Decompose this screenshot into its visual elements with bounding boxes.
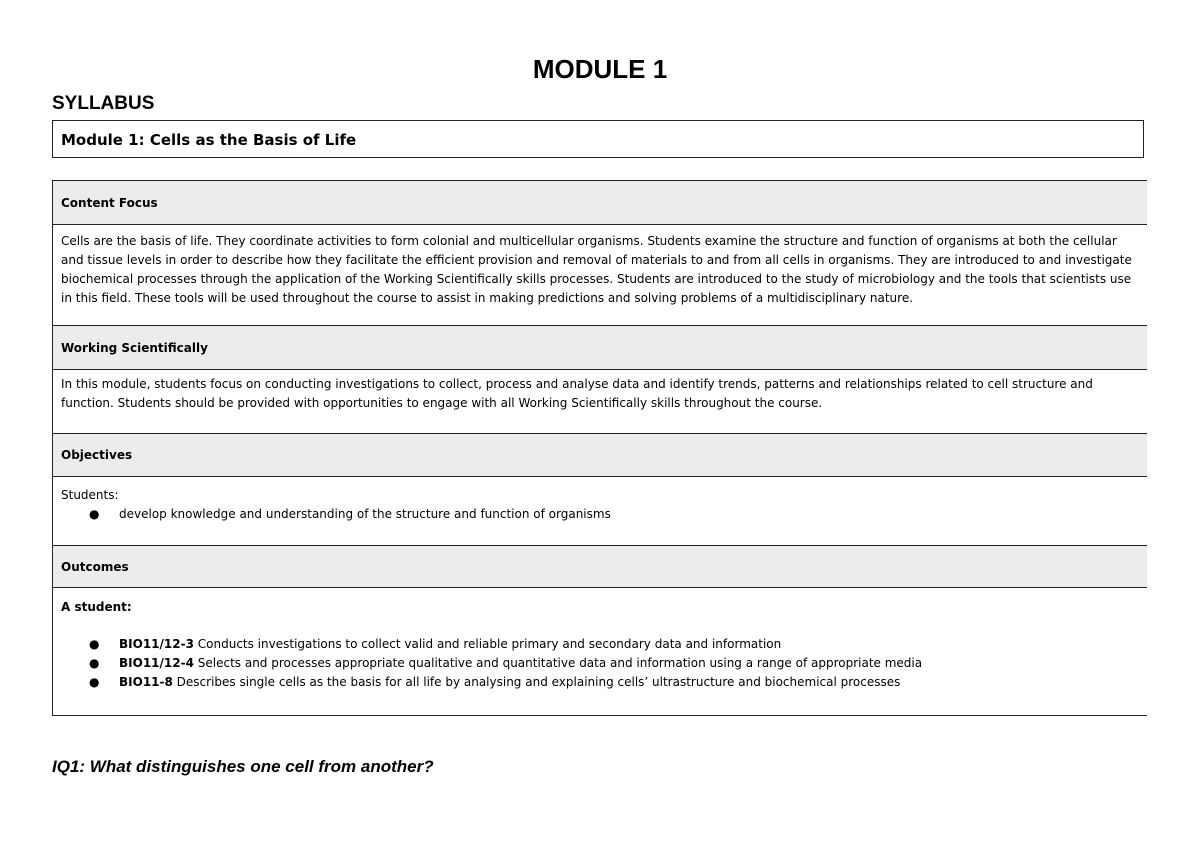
outcome-code: BIO11/12-4	[119, 656, 194, 670]
outcome-text: Describes single cells as the basis for all life by analysing and explaining cells’ ultrastructure and biochemical processes	[176, 675, 901, 689]
outcome-code: BIO11-8	[119, 675, 173, 689]
objective-text: develop knowledge and understanding of the structure and function of organisms	[119, 507, 611, 521]
content-focus-text: Cells are the basis of life. They coordinate activities to form colonial and multicellular organisms. Students examine the structure and function of organisms at both the cellular and tissue levels in order to describe how they facilitate the efficient provision and removal of materials to and from all cells in organisms. They are introduced to and investigate biochemical processes through the application of the Working Scientifically skills processes. Students are introduced to the study of microbiology and the tools that scientists use in this field. These tools will be used throughout the course to assist in making predictions and solving problems of a multidisciplinary nature.	[61, 234, 1132, 305]
bullet-icon: ●	[89, 656, 100, 670]
outcome-item	[89, 635, 1139, 654]
objectives-intro: Students:	[61, 488, 119, 502]
outcome-item	[89, 673, 1139, 692]
inquiry-question: IQ1: What distinguishes one cell from another?	[52, 757, 434, 776]
outcomes-list	[61, 635, 1139, 692]
outcomes-intro: A student:	[61, 600, 132, 614]
outcomes-heading-row	[53, 546, 1147, 588]
module-title: Module 1: Cells as the Basis of Life	[61, 131, 357, 149]
page-title: MODULE 1	[532, 54, 668, 84]
objectives-list	[61, 505, 1139, 524]
syllabus-table	[52, 180, 1147, 716]
content-focus-heading: Content Focus	[61, 195, 158, 210]
working-scientifically-heading-row	[53, 326, 1147, 370]
objectives-heading: Objectives	[61, 448, 133, 462]
outcome-text: Conducts investigations to collect valid and reliable primary and secondary data and information	[197, 637, 782, 651]
working-scientifically-body-row	[53, 370, 1147, 434]
outcome-item	[89, 654, 1139, 673]
working-scientifically-heading: Working Scientifically	[61, 340, 208, 355]
bullet-icon: ●	[89, 637, 100, 651]
module-title-box	[52, 120, 1144, 158]
outcomes-body-row	[53, 588, 1147, 716]
objectives-body-row	[53, 477, 1147, 546]
bullet-icon: ●	[89, 675, 100, 689]
objectives-heading-row	[53, 434, 1147, 477]
outcomes-heading: Outcomes	[61, 559, 129, 574]
objective-item	[89, 505, 1139, 524]
outcome-code: BIO11/12-3	[119, 637, 194, 651]
content-focus-heading-row	[53, 181, 1147, 225]
working-scientifically-text: In this module, students focus on conducting investigations to collect, process and analyse data and identify trends, patterns and relationships related to cell structure and function. Students should be provided with opportunities to engage with all Working Scientifically skills throughout the course.	[61, 377, 1093, 410]
section-heading: SYLLABUS	[52, 93, 155, 114]
content-focus-body-row	[53, 225, 1147, 326]
spacer	[61, 617, 1139, 635]
outcome-text: Selects and processes appropriate qualitative and quantitative data and information using a range of appropriate media	[197, 656, 923, 670]
bullet-icon: ●	[89, 507, 100, 521]
